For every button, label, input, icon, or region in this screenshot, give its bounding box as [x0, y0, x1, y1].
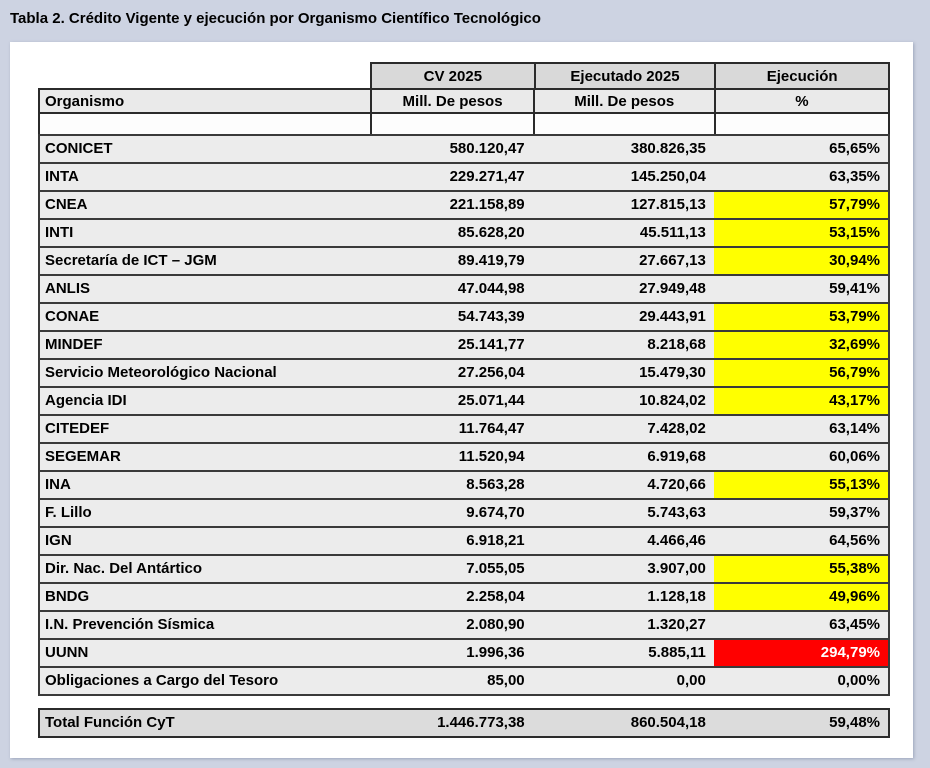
cv-value-cell: 25.141,77 — [457, 336, 525, 353]
table-row — [40, 248, 888, 276]
organismo-cell: Secretaría de ICT – JGM — [45, 252, 217, 269]
table-body — [38, 134, 890, 696]
organismo-cell: Dir. Nac. Del Antártico — [45, 560, 202, 577]
cv-value-cell: 229.271,47 — [449, 168, 525, 185]
pct-value-cell: 49,96% — [714, 584, 888, 610]
col-header-organismo: Organismo — [45, 92, 125, 110]
col-subheader-cv-unit: Mill. De pesos — [370, 90, 532, 112]
table-row — [40, 528, 888, 556]
pct-value-cell: 64,56% — [829, 532, 880, 549]
organismo-cell: F. Lillo — [45, 504, 92, 521]
organismo-cell: I.N. Prevención Sísmica — [45, 616, 215, 633]
pct-value-cell: 60,06% — [829, 448, 880, 465]
pct-value-cell: 57,79% — [714, 192, 888, 218]
pct-value-cell: 55,13% — [714, 472, 888, 498]
table-row — [40, 332, 888, 360]
page-title: Tabla 2. Crédito Vigente y ejecución por Organismo Científico Tecnológico — [10, 10, 541, 27]
table-row — [40, 220, 888, 248]
ejecutado-value-cell: 1.128,18 — [647, 588, 706, 605]
cv-value-cell: 11.520,94 — [458, 448, 525, 465]
total-pct-value: 59,48% — [829, 714, 880, 731]
col-subheader-percent: % — [714, 90, 888, 112]
table-row — [40, 192, 888, 220]
col-subheader-ejecutado-unit: Mill. De pesos — [533, 90, 714, 112]
table-row — [40, 500, 888, 528]
cv-value-cell: 6.918,21 — [466, 532, 525, 549]
organismo-cell: ANLIS — [45, 280, 90, 297]
organismo-cell: INA — [45, 476, 71, 493]
pct-value-cell: 63,14% — [829, 420, 880, 437]
organismo-cell: Agencia IDI — [45, 392, 127, 409]
table-header-row-units — [38, 88, 890, 114]
spacer-cell — [370, 114, 532, 134]
ejecutado-value-cell: 127.815,13 — [630, 196, 706, 213]
content-sheet — [10, 42, 913, 758]
budget-table — [38, 62, 890, 738]
col-header-ejecutado-2025: Ejecutado 2025 — [534, 64, 715, 88]
pct-value-cell: 65,65% — [829, 140, 880, 157]
ejecutado-value-cell: 27.667,13 — [639, 252, 706, 269]
pct-value-cell: 55,38% — [714, 556, 888, 582]
table-row — [40, 556, 888, 584]
table-row — [40, 164, 888, 192]
col-header-cv-2025: CV 2025 — [423, 67, 483, 85]
total-label: Total Función CyT — [45, 714, 175, 731]
cv-value-cell: 47.044,98 — [457, 280, 525, 297]
cv-value-cell: 85,00 — [487, 672, 525, 689]
ejecutado-value-cell: 145.250,04 — [630, 168, 706, 185]
pct-value-cell: 43,17% — [714, 388, 888, 414]
ejecutado-value-cell: 0,00 — [676, 672, 706, 689]
table-row — [40, 640, 888, 668]
organismo-cell: INTA — [45, 168, 79, 185]
total-cv-value: 1.446.773,38 — [437, 714, 525, 731]
ejecutado-value-cell: 15.479,30 — [639, 364, 706, 381]
cv-value-cell: 221.158,89 — [449, 196, 525, 213]
spacer-cell — [714, 114, 888, 134]
organismo-cell: BNDG — [45, 588, 90, 605]
cv-value-cell: 9.674,70 — [466, 504, 525, 521]
cv-value-cell: 2.258,04 — [466, 588, 525, 605]
pct-value-cell: 63,45% — [829, 616, 880, 633]
table-row — [40, 136, 888, 164]
table-row — [40, 360, 888, 388]
organismo-cell: UUNN — [45, 644, 89, 661]
cv-value-cell: 2.080,90 — [466, 616, 525, 633]
ejecutado-value-cell: 7.428,02 — [647, 420, 706, 437]
organismo-cell: CITEDEF — [45, 420, 110, 437]
cv-value-cell: 27.256,04 — [457, 364, 525, 381]
organismo-cell: INTI — [45, 224, 74, 241]
ejecutado-value-cell: 1.320,27 — [647, 616, 706, 633]
spacer-cell — [533, 114, 714, 134]
ejecutado-value-cell: 5.885,11 — [648, 644, 706, 661]
cv-value-cell: 85.628,20 — [457, 224, 525, 241]
ejecutado-value-cell: 4.466,46 — [647, 532, 706, 549]
ejecutado-value-cell: 8.218,68 — [647, 336, 706, 353]
table-row — [40, 668, 888, 696]
organismo-cell: Obligaciones a Cargo del Tesoro — [45, 672, 279, 689]
organismo-cell: IGN — [45, 532, 72, 549]
cv-value-cell: 89.419,79 — [457, 252, 525, 269]
col-header-ejecucion: Ejecución — [714, 64, 888, 88]
pct-value-cell: 294,79% — [714, 640, 888, 666]
organismo-cell: CNEA — [45, 196, 88, 213]
table-row — [40, 304, 888, 332]
cv-value-cell: 7.055,05 — [466, 560, 525, 577]
cv-value-cell: 8.563,28 — [466, 476, 525, 493]
table-row — [40, 612, 888, 640]
ejecutado-value-cell: 380.826,35 — [630, 140, 706, 157]
ejecutado-value-cell: 45.511,13 — [639, 224, 706, 241]
pct-value-cell: 30,94% — [714, 248, 888, 274]
spacer-cell — [40, 114, 370, 134]
pct-value-cell: 56,79% — [714, 360, 888, 386]
spacer-row — [38, 114, 890, 134]
total-row — [38, 708, 890, 738]
organismo-cell: SEGEMAR — [45, 448, 121, 465]
pct-value-cell: 59,37% — [829, 504, 880, 521]
pct-value-cell: 63,35% — [829, 168, 880, 185]
pct-value-cell: 53,79% — [714, 304, 888, 330]
organismo-cell: CONAE — [45, 308, 100, 325]
pct-value-cell: 0,00% — [837, 672, 880, 689]
table-row — [40, 444, 888, 472]
organismo-cell: MINDEF — [45, 336, 103, 353]
table-row — [40, 388, 888, 416]
cv-value-cell: 25.071,44 — [457, 392, 525, 409]
cv-value-cell: 580.120,47 — [449, 140, 525, 157]
ejecutado-value-cell: 5.743,63 — [647, 504, 706, 521]
cv-value-cell: 54.743,39 — [457, 308, 525, 325]
table-row — [40, 416, 888, 444]
ejecutado-value-cell: 10.824,02 — [639, 392, 706, 409]
ejecutado-value-cell: 4.720,66 — [647, 476, 706, 493]
table-row — [40, 584, 888, 612]
table-row — [40, 276, 888, 304]
pct-value-cell: 32,69% — [714, 332, 888, 358]
total-ejecutado-value: 860.504,18 — [630, 714, 706, 731]
table-header-row-years — [370, 62, 890, 88]
ejecutado-value-cell: 3.907,00 — [647, 560, 706, 577]
organismo-cell: CONICET — [45, 140, 113, 157]
cv-value-cell: 1.996,36 — [466, 644, 525, 661]
pct-value-cell: 59,41% — [829, 280, 880, 297]
table-row — [40, 472, 888, 500]
ejecutado-value-cell: 27.949,48 — [639, 280, 706, 297]
pct-value-cell: 53,15% — [714, 220, 888, 246]
ejecutado-value-cell: 29.443,91 — [639, 308, 706, 325]
ejecutado-value-cell: 6.919,68 — [647, 448, 706, 465]
organismo-cell: Servicio Meteorológico Nacional — [45, 364, 277, 381]
cv-value-cell: 11.764,47 — [458, 420, 525, 437]
table-gap — [38, 696, 890, 708]
